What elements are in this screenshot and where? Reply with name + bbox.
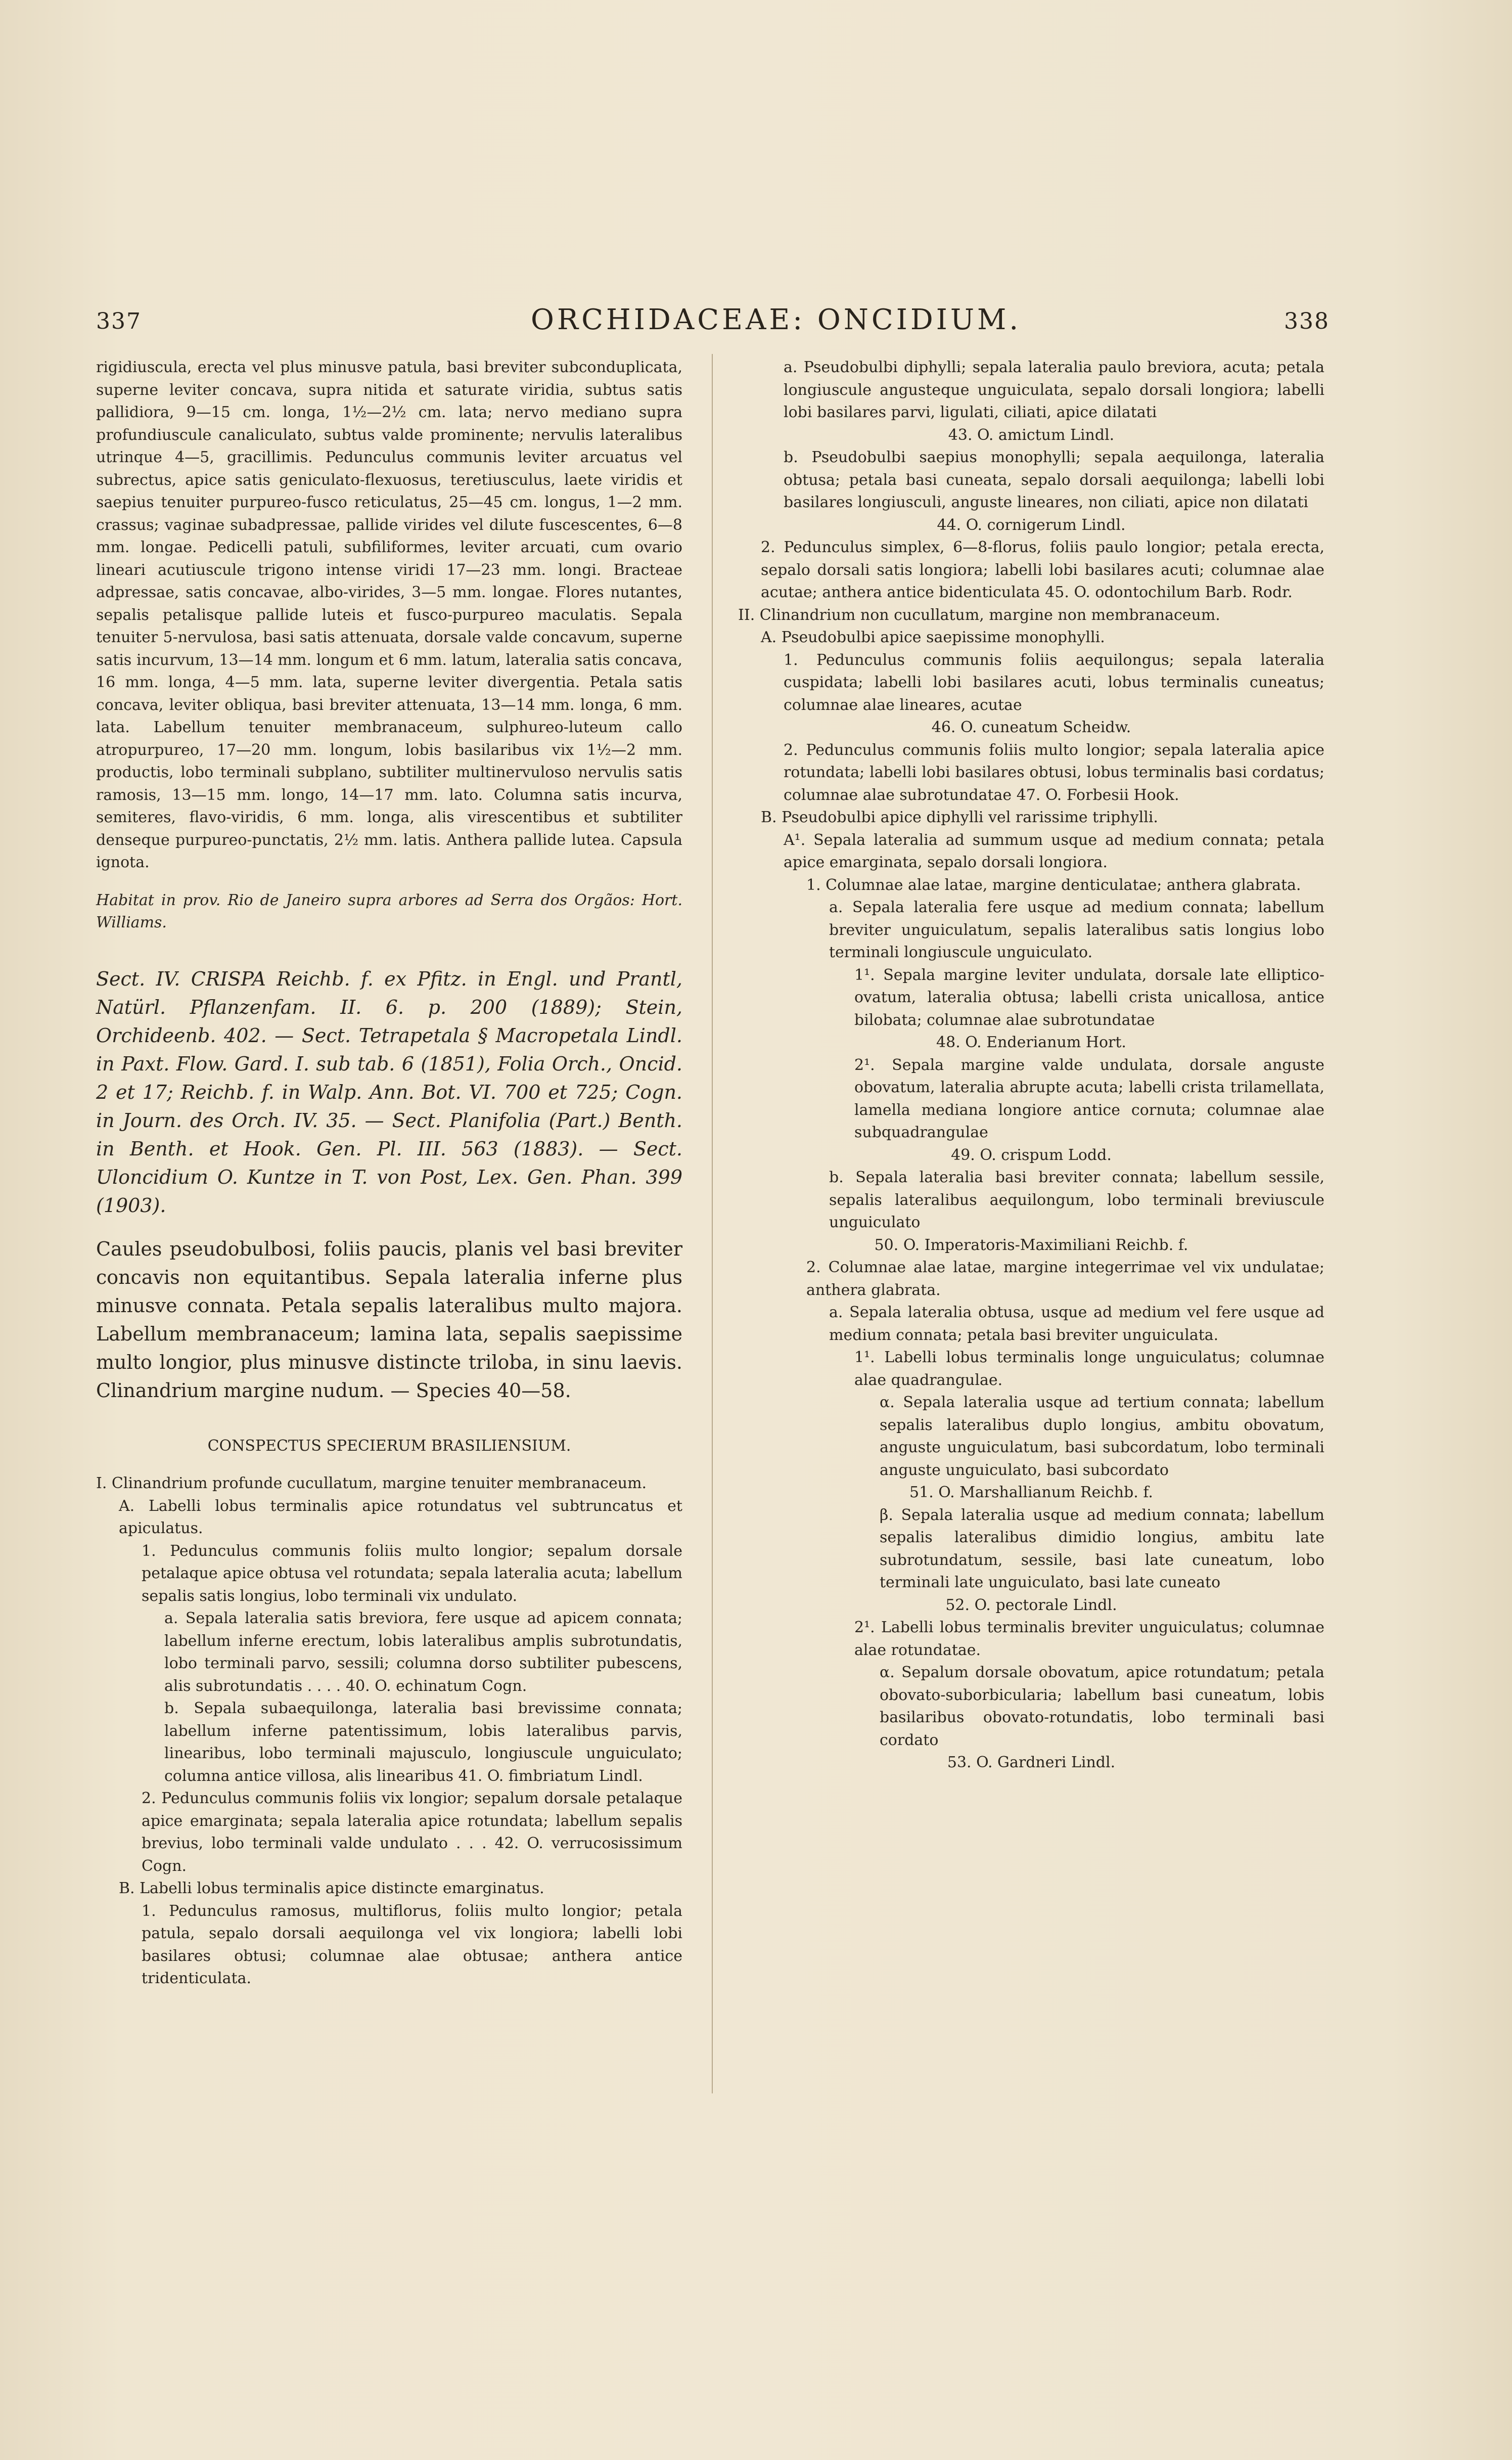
key-I: I. Clinandrium profunde cucullatum, margine tenuiter membranaceum.: [96, 1474, 647, 1492]
key-I-A: A. Labelli lobus terminalis apice rotundatus vel subtruncatus et apiculatus.: [119, 1497, 682, 1537]
page-number-left: 337: [96, 308, 142, 334]
key-II-A: A. Pseudobulbi apice saepissime monophylli.: [761, 629, 1105, 646]
section-heading: Sect. IV. CRISPA Reichb. f. ex Pfitz. in Engl. und Prantl, Natürl. Pflanzenfam. II. 6. p. 200 (1889); Stein, Orchideenb. 402. — Sect. Tetrapetala § Macropetala Lindl. in Paxt. Flow. Gard. I. sub tab. 6 (1851), Folia Orch., Oncid. 2 et 17; Reichb. f. in Walp. Ann. Bot. VI. 700 et 725; Cogn. in Journ. des Orch. IV. 35. — Sect. Planifolia (Part.) Benth. in Benth. et Hook. Gen. Pl. III. 563 (1883). — Sect. Uloncidium O. Kuntze in T. von Post, Lex. Gen. Phan. 399 (1903).: [96, 967, 682, 1217]
key-II-B: B. Pseudobulbi apice diphylli vel rarissime triphylli.: [761, 809, 1158, 826]
species-52: 52. O. pectorale Lindl.: [945, 1596, 1117, 1614]
species-49: 49. O. crispum Lodd.: [951, 1146, 1112, 1164]
key-II-B-A1-1-a: a. Sepala lateralia fere usque ad medium connata; labellum breviter unguiculatum, sepalis lateralibus satis longius lobo terminali longiuscule unguiculato.: [829, 899, 1324, 961]
species-43: 43. O. amictum Lindl.: [948, 426, 1115, 444]
key-II-B-A1-2-a-2: 2¹. Labelli lobus terminalis breviter unguiculatus; columnae alae rotundatae.: [854, 1619, 1324, 1659]
key-II-B-A1-1-a-1: 1¹. Sepala margine leviter undulata, dorsale late elliptico-ovatum, lateralia obtusa; labelli crista unicallosa, antice bilobata; columnae alae subrotundatae: [854, 966, 1324, 1029]
section-description: Caules pseudobulbosi, foliis paucis, planis vel basi breviter concavis non equitantibus. Sepala lateralia inferne plus minusve connata. Petala sepalis lateralibus multo majora. Labellum membranaceum; lamina lata, sepalis saepissime multo longior, plus minusve distincte triloba, in sinu laevis. Clinandrium margine nudum. — Species 40—58.: [96, 1237, 682, 1402]
key-b: b. Pseudobulbi saepius monophylli; sepala aequilonga, lateralia obtusa; petala basi cuneata, sepalo dorsali aequilonga; labelli lobi basilares longiusculi, anguste lineares, non ciliati, apice non dilatati: [784, 449, 1324, 511]
key-II-B-A1-2: 2. Columnae alae latae, margine integerrimae vel vix undulatae; anthera glabrata.: [806, 1259, 1324, 1299]
key-II: II. Clinandrium non cucullatum, margine non membranaceum.: [738, 606, 1220, 624]
right-column: [738, 356, 1324, 1774]
key-alpha-2: α. Sepalum dorsale obovatum, apice rotundatum; petala obovato-suborbicularia; labellum basi cuneatum, lobis basilaribus obovato-rotundatis, lobo terminali basi cordato: [880, 1664, 1324, 1749]
page-number-right: 338: [1284, 308, 1330, 334]
conspectus-heading: CONSPECTUS SPECIERUM BRASILIENSIUM.: [207, 1437, 571, 1455]
key-II-B-A1: A¹. Sepala lateralia ad summum usque ad medium connata; petala apice emarginata, sepalo dorsali longiora.: [784, 831, 1324, 871]
column-divider: [712, 354, 713, 2093]
species-51: 51. O. Marshallianum Reichb. f.: [909, 1484, 1153, 1501]
key-II-A-1: 1. Pedunculus communis foliis aequilongus; sepala lateralia cuspidata; labelli lobi basilares acuti, lobus terminalis cuneatus; columnae alae lineares, acutae: [784, 651, 1324, 714]
key-I-A-2: 2. Pedunculus communis foliis vix longior; sepalum dorsale petalaque apice emarginata; sepala lateralia apice rotundata; labellum sepalis brevius, lobo terminali valde undulato . . . 42. O. verrucosissimum Cogn.: [142, 1790, 682, 1875]
key-alpha-1: α. Sepala lateralia usque ad tertium connata; labellum sepalis lateralibus duplo longius, ambitu obovatum, anguste unguiculatum, basi subcordatum, lobo terminali anguste unguiculato, basi subcordato: [880, 1394, 1324, 1479]
species-46: 46. O. cuneatum Scheidw.: [931, 719, 1131, 736]
running-title: ORCHIDACEAE: ONCIDIUM.: [531, 303, 1022, 336]
key-II-A-2: 2. Pedunculus communis foliis multo longior; sepala lateralia apice rotundata; labelli lobi basilares obtusi, lobus terminalis basi cordatus; columnae alae subrotundatae 47. O. Forbesii Hook.: [784, 741, 1324, 804]
key-II-B-A1-1: 1. Columnae alae latae, margine denticulatae; anthera glabrata.: [806, 876, 1301, 894]
left-column: [96, 356, 682, 1990]
species-53: 53. O. Gardneri Lindl.: [947, 1754, 1116, 1771]
key-I-A-1: 1. Pedunculus communis foliis multo longior; sepalum dorsale petalaque apice obtusa vel rotundata; sepala lateralia acuta; labellum sepalis satis longius, lobo terminali vix undulato.: [142, 1542, 682, 1605]
description-paragraph: rigidiuscula, erecta vel plus minusve patula, basi breviter subconduplicata, superne leviter concava, supra nitida et saturate viridia, subtus satis pallidiora, 9—15 cm. longa, 1½—2½ cm. lata; nervo mediano supra profundiuscule canaliculato, subtus valde prominente; nervulis lateralibus utrinque 4—5, gracillimis. Pedunculus communis leviter arcuatus vel subrectus, apice satis geniculato-flexuosus, teretiusculus, laete viridis et saepius tenuiter purpureo-fusco reticulatus, 25—45 cm. longus, 1—2 mm. crassus; vaginae subadpressae, pallide virides vel dilute fuscescentes, 6—8 mm. longae. Pedicelli patuli, subfiliformes, leviter arcuati, cum ovario lineari acutiuscule trigono intense viridi 17—23 mm. longi. Bracteae adpressae, satis concavae, albo-virides, 3—5 mm. longae. Flores nutantes, sepalis petalisque pallide luteis et fusco-purpureo maculatis. Sepala tenuiter 5-nervulosa, basi satis attenuata, dorsale valde concavum, superne satis incurvum, 13—14 mm. longum et 6 mm. latum, lateralia satis concava, 16 mm. longa, 4—5 mm. lata, superne leviter divergentia. Petala satis concava, leviter obliqua, basi breviter attenuata, 13—14 mm. longa, 6 mm. lata. Labellum tenuiter membranaceum, sulphureo-luteum callo atropurpureo, 17—20 mm. longum, lobis basilaribus vix 1½—2 mm. productis, lobo terminali subplano, subtiliter multinervuloso nervulis satis ramosis, 13—15 mm. longo, 14—17 mm. lato. Columna satis incurva, semiteres, flavo-viridis, 6 mm. longa, alis virescentibus et subtiliter denseque purpureo-punctatis, 2½ mm. latis. Anthera pallide lutea. Capsula ignota.: [96, 359, 682, 871]
key-II-B-A1-1-b: b. Sepala lateralia basi breviter connata; labellum sessile, sepalis lateralibus aequilongum, lobo terminali breviuscule unguiculato: [829, 1169, 1324, 1231]
key-beta-1: β. Sepala lateralia usque ad medium connata; labellum sepalis lateralibus dimidio longius, ambitu late subrotundatum, sessile, basi late cuneatum, lobo terminali late unguiculato, basi late cuneato: [880, 1506, 1324, 1591]
species-50: 50. O. Imperatoris-Maximiliani Reichb. f.: [874, 1236, 1188, 1254]
species-44: 44. O. cornigerum Lindl.: [937, 516, 1126, 534]
key-I-A-1-a: a. Sepala lateralia satis breviora, fere usque ad apicem connata; labellum inferne erectum, lobis lateralibus amplis subrotundatis, lobo terminali parvo, sessili; columna dorso subtiliter pubescens, alis subrotundatis . . . . 40. O. echinatum Cogn.: [164, 1609, 682, 1695]
key-II-B-A1-2-a-1: 1¹. Labelli lobus terminalis longe unguiculatus; columnae alae quadrangulae.: [854, 1349, 1324, 1389]
key-a: a. Pseudobulbi diphylli; sepala lateralia paulo breviora, acuta; petala longiuscule angusteque unguiculata, sepalo dorsali longiora; labelli lobi basilares parvi, ligulati, ciliati, apice dilatati: [784, 359, 1324, 421]
key-II-B-A1-2-a: a. Sepala lateralia obtusa, usque ad medium vel fere usque ad medium connata; petala basi breviter unguiculata.: [829, 1304, 1324, 1344]
key-I-B: B. Labelli lobus terminalis apice distincte emarginatus.: [119, 1880, 544, 1897]
species-48: 48. O. Enderianum Hort.: [936, 1034, 1126, 1051]
habitat-paragraph: Habitat in prov. Rio de Janeiro supra arbores ad Serra dos Orgãos: Hort. Williams.: [96, 891, 682, 931]
key-2: 2. Pedunculus simplex, 6—8-florus, foliis paulo longior; petala erecta, sepalo dorsali satis longiora; labelli lobi basilares acuti; columnae alae acutae; anthera antice bidenticulata 45. O. odontochilum Barb. Rodr.: [761, 539, 1324, 601]
key-I-B-1: 1. Pedunculus ramosus, multiflorus, foliis multo longior; petala patula, sepalo dorsali aequilonga vel vix longiora; labelli lobi basilares obtusi; columnae alae obtusae; anthera antice tridenticulata.: [142, 1902, 682, 1987]
key-I-A-1-b: b. Sepala subaequilonga, lateralia basi brevissime connata; labellum inferne patentissimum, lobis lateralibus parvis, linearibus, lobo terminali majusculo, longiuscule unguiculato; columna antice villosa, alis linearibus 41. O. fimbriatum Lindl.: [164, 1699, 682, 1785]
key-II-B-A1-1-a-2: 2¹. Sepala margine valde undulata, dorsale anguste obovatum, lateralia abrupte acuta; labelli crista trilamellata, lamella mediana longiore antice cornuta; columnae alae subquadrangulae: [854, 1056, 1324, 1141]
